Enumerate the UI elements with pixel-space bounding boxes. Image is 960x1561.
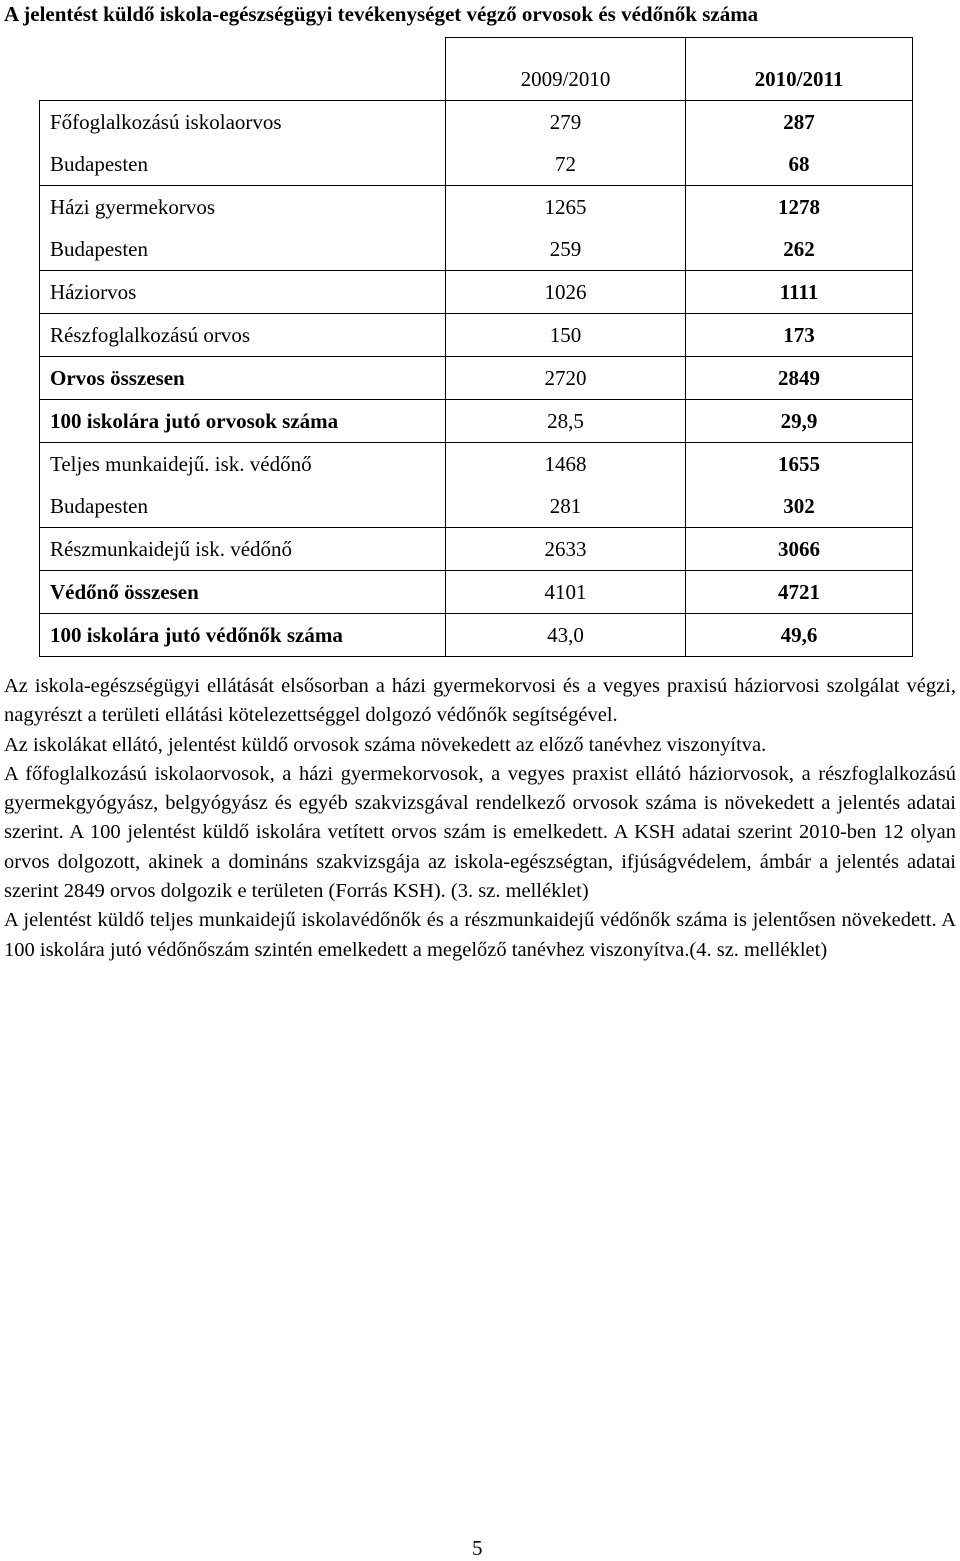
table-row xyxy=(40,571,913,614)
table-row xyxy=(40,400,913,443)
page-number: 5 xyxy=(472,1536,483,1560)
value-2010-2011: 1111 xyxy=(686,271,913,314)
value-2010-2011: 2849 xyxy=(686,357,913,400)
table-row xyxy=(40,443,913,486)
value-2010-2011: 1655 xyxy=(686,443,913,486)
value-2010-2011: 302 xyxy=(686,485,913,528)
value-2009-2010: 281 xyxy=(446,485,686,528)
row-label: Budapesten xyxy=(40,228,446,271)
table-row xyxy=(40,271,913,314)
value-2010-2011: 29,9 xyxy=(686,400,913,443)
value-2009-2010: 2720 xyxy=(446,357,686,400)
row-label: Részmunkaidejű isk. védőnő xyxy=(40,528,446,571)
value-2010-2011: 173 xyxy=(686,314,913,357)
value-2009-2010: 1026 xyxy=(446,271,686,314)
row-label: Háziorvos xyxy=(40,271,446,314)
row-label: Házi gyermekorvos xyxy=(40,186,446,229)
paragraph: Az iskolákat ellátó, jelentést küldő orvosok száma növekedett az előző tanévhez viszonyítva. xyxy=(4,733,767,756)
table-row xyxy=(40,528,913,571)
document-title: A jelentést küldő iskola-egészségügyi tevékenységet végző orvosok és védőnők száma xyxy=(4,2,759,26)
value-2009-2010: 2633 xyxy=(446,528,686,571)
table-row xyxy=(40,101,913,144)
value-2010-2011: 3066 xyxy=(686,528,913,571)
table-row xyxy=(40,314,913,357)
row-label: Teljes munkaidejű. isk. védőnő xyxy=(40,443,446,486)
paragraph: A jelentést küldő teljes munkaidejű iskolavédőnők és a részmunkaidejű védőnők száma is jelentősen növekedett. A 100 iskolára jutó védőnőszám szintén emelkedett a megelőző tanévhez viszonyítva.(4. sz. melléklet) xyxy=(4,909,956,961)
row-label: Budapesten xyxy=(40,143,446,186)
value-2010-2011: 262 xyxy=(686,228,913,271)
value-2009-2010: 1265 xyxy=(446,186,686,229)
value-2009-2010: 279 xyxy=(446,101,686,144)
row-label: Részfoglalkozású orvos xyxy=(40,314,446,357)
table-row xyxy=(40,143,913,186)
value-2009-2010: 1468 xyxy=(446,443,686,486)
row-label: 100 iskolára jutó védőnők száma xyxy=(40,614,446,657)
value-2010-2011: 68 xyxy=(686,143,913,186)
row-label: Főfoglalkozású iskolaorvos xyxy=(40,101,446,144)
row-label: Védőnő összesen xyxy=(40,571,446,614)
column-header-2009-2010: 2009/2010 xyxy=(446,38,686,101)
row-label: Orvos összesen xyxy=(40,357,446,400)
statistics-table xyxy=(39,37,913,657)
table-header-row xyxy=(40,38,913,101)
value-2009-2010: 28,5 xyxy=(446,400,686,443)
table-row xyxy=(40,485,913,528)
paragraph: Az iskola-egészségügyi ellátását elsősorban a házi gyermekorvosi és a vegyes praxisú háziorvosi szolgálat végzi, nagyrészt a területi ellátási kötelezettséggel dolgozó védőnők segítségével. xyxy=(4,675,956,727)
table-header-empty-cell xyxy=(40,38,446,101)
value-2009-2010: 259 xyxy=(446,228,686,271)
value-2009-2010: 4101 xyxy=(446,571,686,614)
paragraph: A főfoglalkozású iskolaorvosok, a házi gyermekorvosok, a vegyes praxist ellátó háziorvosok, a részfoglalkozású gyermekgyógyász, belgyógyász és egyéb szakvizsgával rendelkező orvosok száma is növekedett a jelentés adatai szerint. A 100 jelentést küldő iskolára vetített orvos szám is emelkedett. A KSH adatai szerint 2010-ben 12 olyan orvos dolgozott, akinek a domináns szakvizsgája az iskola-egészségtan, ifjúságvédelem, ámbár a jelentés adatai szerint 2849 orvos dolgozik e területen (Forrás KSH). (3. sz. melléklet) xyxy=(4,762,956,903)
table-row xyxy=(40,614,913,657)
table-row xyxy=(40,357,913,400)
value-2009-2010: 150 xyxy=(446,314,686,357)
value-2010-2011: 49,6 xyxy=(686,614,913,657)
table-row xyxy=(40,228,913,271)
value-2009-2010: 72 xyxy=(446,143,686,186)
row-label: 100 iskolára jutó orvosok száma xyxy=(40,400,446,443)
column-header-2010-2011: 2010/2011 xyxy=(686,38,913,101)
value-2010-2011: 1278 xyxy=(686,186,913,229)
row-label: Budapesten xyxy=(40,485,446,528)
value-2009-2010: 43,0 xyxy=(446,614,686,657)
table-row xyxy=(40,186,913,229)
body-text xyxy=(4,672,956,965)
value-2010-2011: 4721 xyxy=(686,571,913,614)
value-2010-2011: 287 xyxy=(686,101,913,144)
